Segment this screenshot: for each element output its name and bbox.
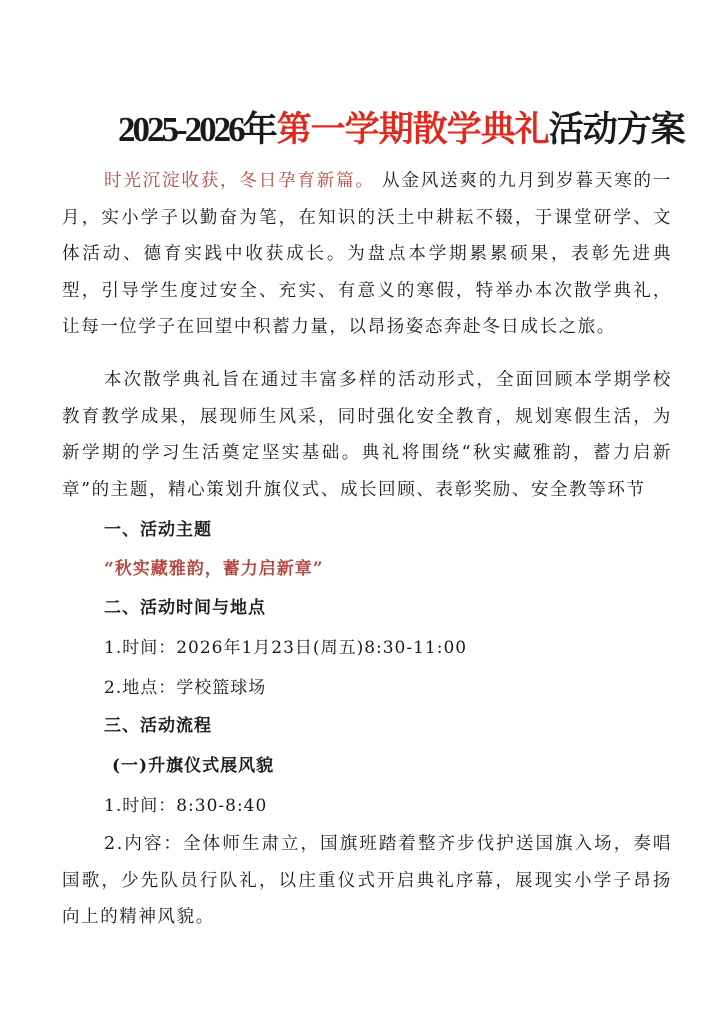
document-title [118, 108, 698, 152]
purpose-paragraph: 本次散学典礼旨在通过丰富多样的活动形式，全面回顾本学期学校教育教学成果，展现师生风采，同时强化安全教育，规划寒假生活，为新学期的学习生活奠定坚实基础。典礼将围绕“秋实藏雅韵，蓄力启新章”的主题，精心策划升旗仪式、成长回顾、表彰奖励、安全教等环节 [62, 370, 672, 500]
title-year-char: 年 [242, 109, 277, 150]
sub1-time: 1.时间：8:30-8:40 [104, 796, 268, 816]
title-years: 2025-2026 [118, 110, 243, 149]
flow-heading: 三、活动流程 [104, 716, 212, 736]
intro-paragraph [62, 163, 672, 346]
title-highlight: 第一学期散学典礼 [276, 109, 549, 150]
title-suffix: 活动方案 [548, 109, 685, 150]
theme-heading: 一、活动主题 [104, 520, 212, 540]
sub1-content: 2.内容：全体师生肃立，国旗班踏着整齐步伐护送国旗入场，奏唱国歌，少先队员行队礼，以庄重仪式开启典礼序幕，展现实小学子昂扬向上的精神风貌。 [62, 834, 672, 927]
sub1-heading: (一)升旗仪式展风貌 [112, 756, 275, 776]
time-place-heading: 二、活动时间与地点 [104, 598, 266, 618]
intro-body: 从金风送爽的九月到岁暮天寒的一月，实小学子以勤奋为笔，在知识的沃土中耕耘不辍，于课堂研学、文体活动、德育实践中收获成长。为盘点本学期累累硕果，表彰先进典型，引导学生度过安全、充实、有意义的寒假，特举办本次散学典礼，让每一位学子在回望中积蓄力量，以昂扬姿态奔赴冬日成长之旅。 [62, 171, 672, 337]
theme-text: “秋实藏雅韵，蓄力启新章” [104, 559, 324, 579]
time-line: 1.时间：2026年1月23日(周五)8:30-11:00 [104, 638, 468, 658]
intro-lead: 时光沉淀收获，冬日孕育新篇。 [104, 171, 375, 191]
place-line: 2.地点：学校篮球场 [104, 678, 267, 698]
